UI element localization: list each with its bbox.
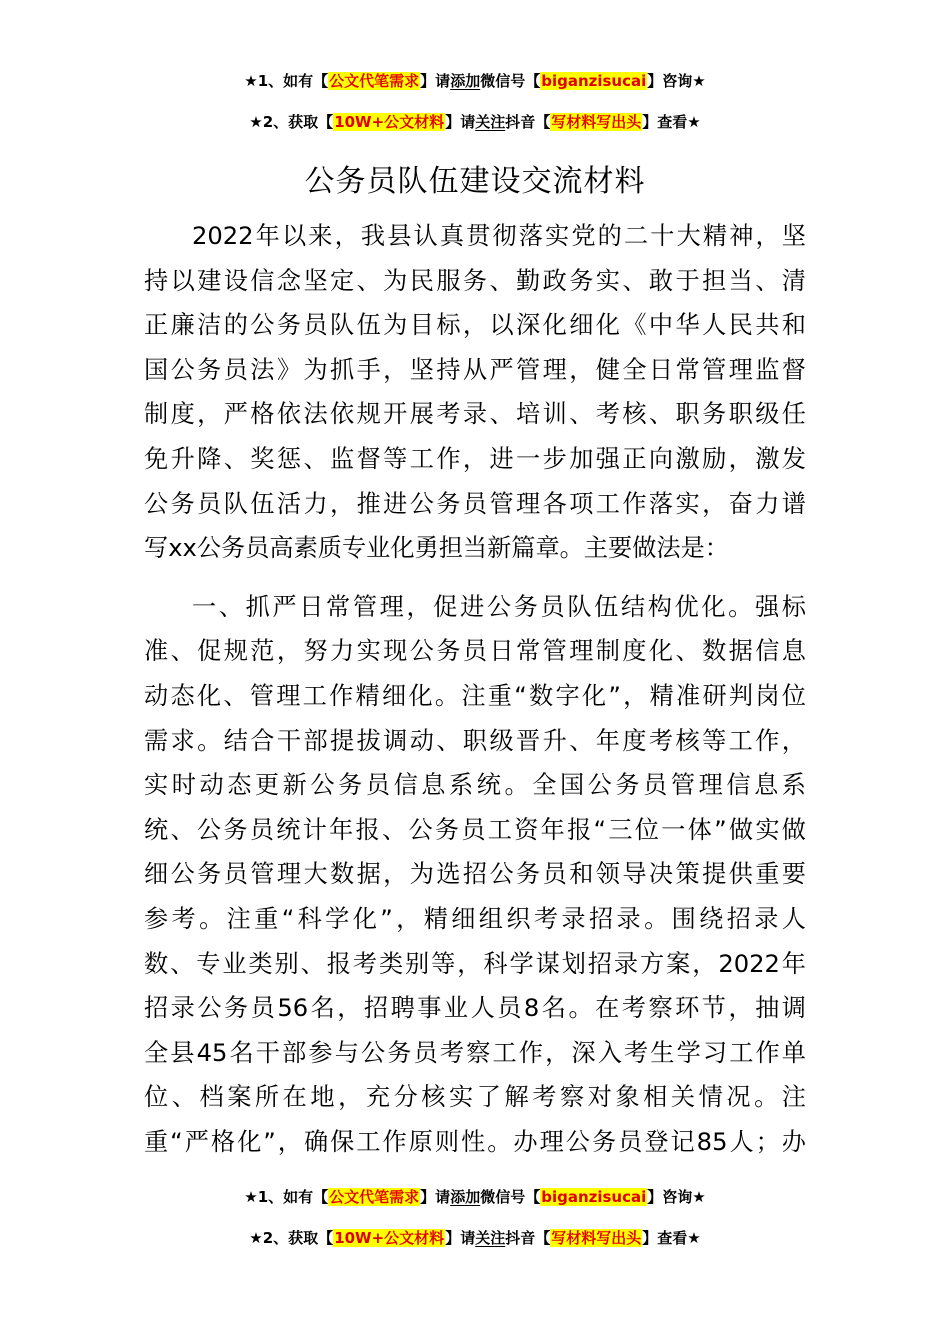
banner-segment: 抖音【 [505,113,551,131]
paragraph-section-one [144,585,806,1165]
text-line: 实时动态更新公务员信息系统。全国公务员管理信息系 [144,771,806,800]
text-line: 细公务员管理大数据，为选招公务员和领导决策提供重要 [144,860,806,889]
document-title: 公务员队伍建设交流材料 [304,164,646,199]
text-line: 数、专业类别、报考类别等，科学谋划招录方案，2022年 [144,949,806,978]
banner-segment: 】查看★ [642,113,701,131]
text-line: 正廉洁的公务员队伍为目标，以深化细化《中华人民共和 [144,311,806,340]
banner-segment: 】咨询★ [647,1188,706,1206]
text-line: 准、促规范，努力实现公务员日常管理制度化、数据信息 [144,637,806,666]
banner-segment: 】请 [445,1229,476,1247]
banner-segment: 微信号【 [480,72,541,90]
banner-segment: ★2、获取【 [249,1229,334,1247]
banner-segment: biganzisucai [541,1188,647,1206]
text-line: 全县45名干部参与公务员考察工作，深入考生学习工作单 [144,1038,806,1067]
text-line: 招录公务员56名，招聘事业人员8名。在考察环节，抽调 [144,994,806,1023]
text-line: 一、抓严日常管理，促进公务员队伍结构优化。强标 [192,592,806,621]
banner-segment: 写材料写出头 [551,113,642,131]
paragraph-gap [144,571,806,585]
banner-segment: 】请 [420,1188,451,1206]
text-line: 需求。结合干部提拔调动、职级晋升、年度考核等工作， [144,726,806,755]
banner-segment: 关注 [475,1229,506,1247]
banner-segment: ★1、如有【 [244,72,329,90]
text-line: 制度，严格依法依规开展考录、培训、考核、职务职级任 [144,400,806,429]
banner-segment: ★2、获取【 [249,113,334,131]
text-line: 动态化、管理工作精细化。注重“数字化”，精准研判岗位 [144,681,806,710]
text-line: 位、档案所在地，充分核实了解考察对象相关情况。注 [144,1083,806,1112]
text-line: 写xx公务员高素质专业化勇担当新篇章。主要做法是： [144,534,729,563]
text-line: 重“严格化”，确保工作原则性。办理公务员登记85人；办 [144,1127,806,1156]
banner-segment: 10W+公文材料 [334,1229,445,1247]
text-line: 国公务员法》为抓手，坚持从严管理，健全日常管理监督 [144,355,806,384]
banner-segment: 】查看★ [642,1229,701,1247]
text-line: 参考。注重“科学化”，精细组织考录招录。围绕招录人 [144,904,806,933]
top-banner-line-1 [0,70,950,92]
text-line: 2022年以来，我县认真贯彻落实党的二十大精神，坚 [192,222,806,250]
banner-segment: 抖音【 [505,1229,551,1247]
banner-segment: ★1、如有【 [244,1188,329,1206]
banner-segment: biganzisucai [541,72,647,90]
bottom-banner-line-2 [0,1227,950,1249]
banner-segment: 公文代笔需求 [329,72,420,90]
text-line: 免升降、奖惩、监督等工作，进一步加强正向激励，激发 [144,444,806,473]
bottom-banner-line-1 [0,1186,950,1208]
banner-segment: 微信号【 [480,1188,541,1206]
banner-segment: 】请 [445,113,476,131]
banner-segment: 10W+公文材料 [334,113,445,131]
document-body [144,214,806,1164]
banner-segment: 添加 [450,1188,481,1206]
text-line: 持以建设信念坚定、为民服务、勤政务实、敢于担当、清 [144,266,806,295]
text-line: 公务员队伍活力，推进公务员管理各项工作落实，奋力谱 [144,489,806,518]
banner-segment: 】咨询★ [647,72,706,90]
text-line: 统、公务员统计年报、公务员工资年报“三位一体”做实做 [144,815,806,844]
banner-segment: 写材料写出头 [551,1229,642,1247]
paragraph-intro [144,214,806,571]
banner-segment: 添加 [450,72,481,90]
banner-segment: 】请 [420,72,451,90]
banner-segment: 关注 [475,113,506,131]
top-banner-line-2 [0,111,950,133]
banner-segment: 公文代笔需求 [329,1188,420,1206]
